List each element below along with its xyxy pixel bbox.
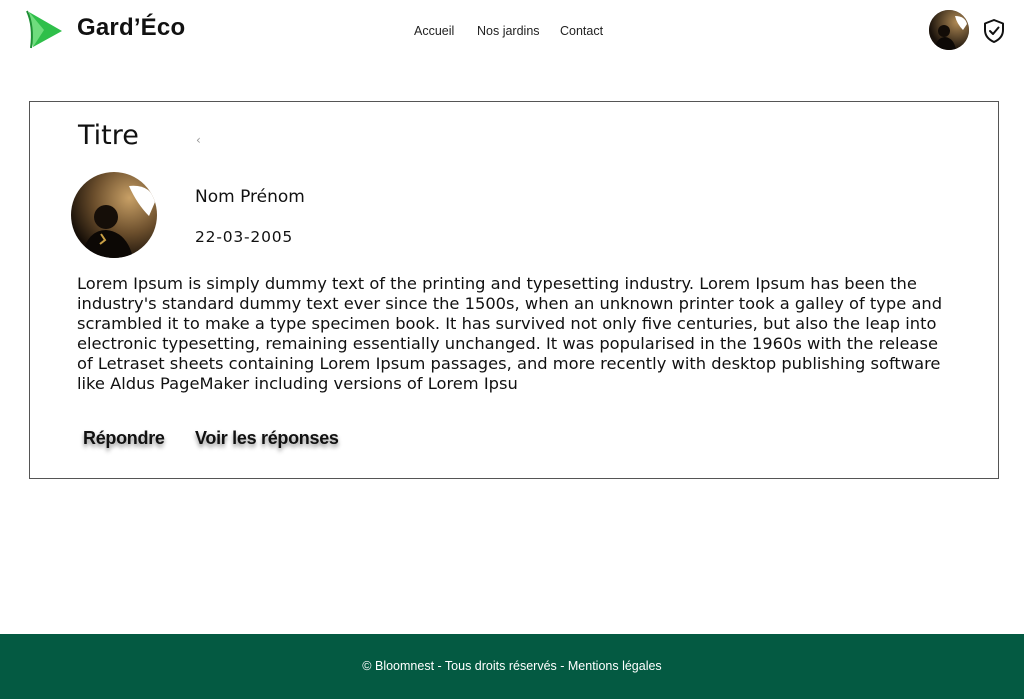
post-body: Lorem Ipsum is simply dummy text of the printing and typesetting industry. Lorem Ipsum has been the industry's standard dummy text ever since the 1500s, when an unknown printer took a galley of type and scrambled it to make a type specimen book. It has survived not only five centuries, but also the leap into electronic typesetting, remaining essentially unchanged. It was popularised in the 1960s with the release of Letraset sheets containing Lorem Ipsum passages, and more recently with desktop publishing software like Aldus PageMaker including versions of Lorem Ipsu xyxy=(77,274,943,393)
user-avatar[interactable] xyxy=(929,10,969,50)
site-footer xyxy=(0,634,1024,699)
nav-link-accueil[interactable]: Accueil xyxy=(414,24,455,38)
author-name: Nom Prénom xyxy=(195,187,305,207)
brand-name[interactable]: Gard’Éco xyxy=(77,14,186,41)
author-avatar xyxy=(71,172,157,258)
post-card xyxy=(29,101,999,479)
author-avatar-photo xyxy=(71,172,157,258)
footer-text: © Bloomnest - Tous droits réservés - Mentions légales xyxy=(362,659,662,673)
reply-button[interactable]: Répondre xyxy=(83,428,165,448)
post-title: Titre xyxy=(78,120,139,151)
nav-link-nos-jardins[interactable]: Nos jardins xyxy=(477,24,540,38)
play-leaf-logo-icon[interactable] xyxy=(24,10,64,50)
chevron-left-icon[interactable]: ‹ xyxy=(196,133,201,147)
view-replies-button[interactable]: Voir les réponses xyxy=(195,428,339,448)
user-avatar-photo xyxy=(929,10,969,50)
nav-link-contact[interactable]: Contact xyxy=(560,24,604,38)
post-date: 22-03-2005 xyxy=(195,228,294,246)
shield-check-icon[interactable] xyxy=(982,18,1006,44)
site-header xyxy=(0,0,1024,64)
